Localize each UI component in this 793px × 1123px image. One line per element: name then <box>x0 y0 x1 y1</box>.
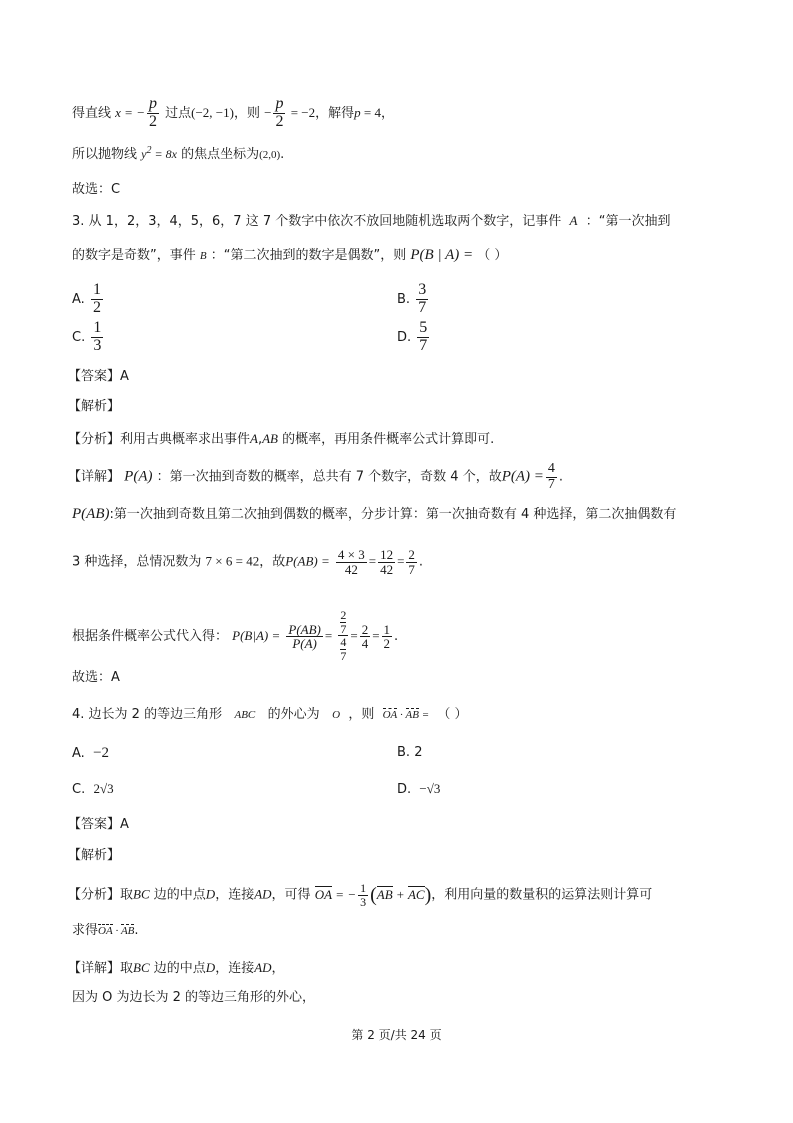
fraction <box>417 320 429 355</box>
formula: x = − <box>115 104 145 120</box>
option-d[interactable] <box>397 781 440 797</box>
denominator: 3 <box>93 336 102 354</box>
formula: P(A) = <box>501 468 544 485</box>
option-b[interactable] <box>397 745 422 760</box>
fraction: $\frac{4 \times 3}{42}$ <box>337 547 365 577</box>
solution-line-1 <box>72 96 394 131</box>
jiexi-q3: 【解析】 <box>68 399 121 414</box>
formula: = −2 <box>287 104 316 120</box>
fraction: $\frac{2}{4}$ <box>361 621 369 652</box>
text: 【详解】取 <box>68 961 134 976</box>
text: ，连接 <box>215 961 255 976</box>
event-a: A <box>569 213 578 228</box>
last-line: 因为 O 为边长为 2 的等边三角形的外心， <box>72 990 316 1005</box>
xiangjie-q4 <box>68 961 285 975</box>
formula: AB + AC <box>376 886 425 902</box>
option-d[interactable] <box>397 320 431 355</box>
question-3-line-2 <box>72 248 507 263</box>
option-label: B. <box>397 745 411 760</box>
formula: D <box>205 960 216 975</box>
fenxi-q4-line-2 <box>72 924 139 937</box>
text: 边的中点 <box>153 887 206 903</box>
compound-fraction: 2 7 4 7 <box>340 608 347 663</box>
fraction <box>91 282 103 317</box>
fraction: $\frac{4}{7}$ <box>547 461 555 492</box>
text: 3 种选择，总情况数为 <box>72 554 202 570</box>
option-label: A. <box>72 746 85 761</box>
formula: ABC <box>234 709 256 721</box>
text: ，利用向量的数量积的运算法则计算可 <box>431 887 653 903</box>
formula: 7 × 6 = 42 <box>205 553 260 569</box>
text: ，可得 <box>271 887 311 903</box>
text: ，故 <box>259 554 286 570</box>
formula: AB <box>262 431 278 446</box>
text: 边的中点 <box>153 961 206 976</box>
option-label: A. <box>72 291 85 307</box>
text: ， <box>271 961 285 976</box>
text: 【详解】 <box>68 469 121 485</box>
question-3-line-1 <box>72 214 670 228</box>
formula: AD <box>254 886 272 902</box>
text: 的焦点坐标为 <box>181 147 260 162</box>
numerator: 1 <box>92 281 101 298</box>
text: 得直线 <box>72 105 112 121</box>
answer-q3: 【答案】A <box>68 369 129 384</box>
text: 的数字是奇数”，事件 <box>72 248 196 263</box>
text: 3. 从 1，2，3，4，5，6，7 这 7 个数字中依次不放回地随机选取两个数字，记事件 <box>72 214 562 229</box>
text: 求得 <box>72 923 99 938</box>
option-value: 2√3 <box>93 781 114 796</box>
formula: A <box>250 431 258 446</box>
formula: OA · AB <box>98 925 135 937</box>
option-label: D. <box>397 329 412 345</box>
formula: AD <box>254 960 272 975</box>
text: ，连接 <box>215 887 255 903</box>
text: ：“第一次抽到 <box>585 214 671 229</box>
text: 的概率，再用条件概率公式计算即可. <box>282 432 495 447</box>
option-c[interactable] <box>72 781 114 797</box>
formula: D <box>205 886 216 902</box>
fraction: $\frac{2}{7}$ <box>408 547 415 577</box>
text: 【分析】利用古典概率求出事件 <box>68 432 251 447</box>
fraction <box>416 282 428 317</box>
text: :第一次抽到奇数且第二次抽到偶数的概率，分步计算：第一次抽奇数有 4 种选择，第二次抽偶数有 <box>109 507 677 522</box>
denominator: 2 <box>92 298 101 316</box>
option-value: 2 <box>414 745 423 760</box>
option-a[interactable] <box>72 745 109 762</box>
option-label: B. <box>397 291 411 307</box>
formula: OA · AB = <box>382 709 430 721</box>
denominator: 7 <box>418 298 427 316</box>
text: （ ） <box>437 707 468 722</box>
text: 【分析】取 <box>68 887 134 903</box>
formula: = 4 <box>360 104 381 120</box>
text: 4. 边长为 2 的等边三角形 <box>72 707 223 722</box>
text: 的外心为 <box>267 707 320 722</box>
fenxi-q4-line-1: 【分析】取BC 边的中点D，连接AD，可得 OA = − $\frac{1}{3}$ (AB + AC)，利用向量的数量积的运算法则计算可 <box>68 881 653 909</box>
fraction: $\frac{1}{3}$ <box>360 881 367 909</box>
numerator: 1 <box>93 319 102 336</box>
fenxi-q3: 【分析】利用古典概率求出事件A,AB 的概率，再用条件概率公式计算即可. <box>68 431 495 447</box>
jiexi-q4: 【解析】 <box>68 848 121 863</box>
answer-q4: 【答案】A <box>68 817 129 832</box>
formula: P(AB) <box>72 506 110 522</box>
text: . <box>134 923 139 938</box>
select-q3: 故选：A <box>72 670 120 685</box>
pab-line-1 <box>72 507 676 522</box>
text: ：第一次抽到奇数的概率，总共有 7 个数字，奇数 4 个，故 <box>156 469 502 485</box>
select-line: 故选：C <box>72 182 121 197</box>
formula: BC <box>133 960 150 975</box>
numerator: 5 <box>419 319 428 336</box>
option-b[interactable] <box>397 282 430 317</box>
text: （ ） <box>477 248 508 263</box>
option-label: C. <box>72 782 86 797</box>
denominator: 7 <box>419 336 428 354</box>
numerator: 3 <box>418 281 427 298</box>
formula: − <box>264 104 272 120</box>
fraction: $\frac{12}{42}$ <box>380 547 394 577</box>
text: ，解得 <box>315 105 355 121</box>
fraction: $\frac{P(AB)}{P(A)}$ <box>288 621 321 652</box>
xiangjie-q3: 【详解】 P(A) ：第一次抽到奇数的概率，总共有 7 个数字，奇数 4 个，故P(A) = $\frac{4}{7}$ . <box>68 461 564 492</box>
solution-line-2 <box>72 146 284 161</box>
text: ， <box>381 105 395 121</box>
formula: $y^2 = 8x$ <box>141 145 177 161</box>
pab-line-2: 3 种选择，总情况数为 7 × 6 = 42，故P(AB) = $\frac{4 \times 3}{42}$ = $\frac{12}{42}$ = $\frac{2}{7}$ . <box>72 547 424 577</box>
text: 过点 <box>165 105 192 121</box>
cond-formula: 根据条件概率公式代入得： P(B|A) = $\frac{P(AB)}{P(A)}$ = 2 7 4 7 = $\frac{2}{4}$ = $\frac{1}{2}$ . <box>72 608 399 663</box>
formula: O <box>332 709 341 721</box>
fraction <box>91 320 103 355</box>
event-b: B <box>199 250 207 262</box>
fraction: $\frac{p}{2}$ <box>275 95 284 130</box>
text: 根据条件概率公式代入得： <box>72 629 229 645</box>
text: 所以抛物线 <box>72 147 138 162</box>
text: ，则 <box>348 707 375 722</box>
text: ：“第二次抽到的数字是偶数”，则 <box>210 248 407 263</box>
formula: P(B | A) = <box>410 247 474 263</box>
formula: (2,0) <box>259 149 281 161</box>
option-label: D. <box>397 782 412 797</box>
option-a[interactable] <box>72 282 105 317</box>
fraction: $\frac{p}{2}$ <box>148 95 157 130</box>
formula: P(A) <box>124 468 153 485</box>
formula: P(AB) = <box>285 553 330 569</box>
option-value: −2 <box>93 745 110 761</box>
fraction: $\frac{1}{2}$ <box>383 621 391 652</box>
page-footer: 第 2 页/共 24 页 <box>351 1028 442 1042</box>
option-label: C. <box>72 329 86 345</box>
formula: BC <box>133 886 150 902</box>
formula: OA = − <box>314 886 357 902</box>
text: . <box>280 147 285 162</box>
formula: (−2, −1) <box>191 104 234 120</box>
formula: P(B|A) = <box>232 628 281 644</box>
text: ，则 <box>233 105 260 121</box>
formula: p <box>354 104 361 120</box>
option-c[interactable] <box>72 320 105 355</box>
option-value: −√3 <box>419 781 441 796</box>
question-4-line-1 <box>72 708 468 721</box>
